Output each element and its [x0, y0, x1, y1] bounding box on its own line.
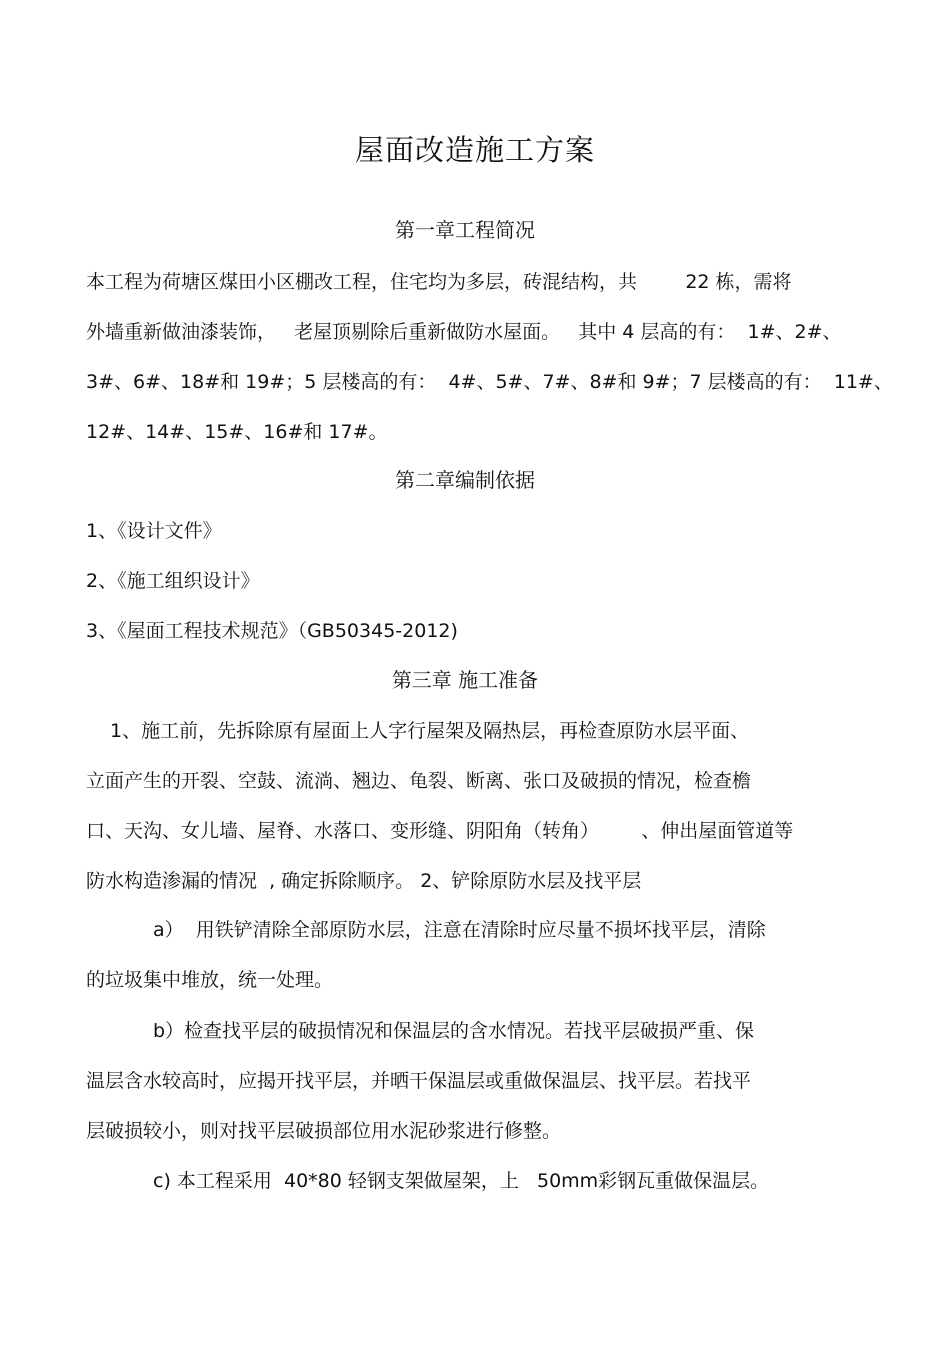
- paragraph-line: b）检查找平层的破损情况和保温层的含水情况。若找平层破损严重、保: [153, 1020, 755, 1042]
- document-title: 屋面改造施工方案: [354, 133, 595, 167]
- paragraph-line: 防水构造渗漏的情况 , 确定拆除顺序。 2、铲除原防水层及找平层: [86, 870, 642, 892]
- chapter-3-heading: 第三章 施工准备: [391, 668, 539, 692]
- reference-item: 3、《屋面工程技术规范》（GB50345-2012): [86, 620, 458, 642]
- paragraph-line: 立面产生的开裂、空鼓、流淌、翘边、龟裂、断离、张口及破损的情况，检查檐: [86, 770, 752, 792]
- paragraph-line: 口、天沟、女儿墙、屋脊、水落口、变形缝、阴阳角（转角） 、伸出屋面管道等: [86, 820, 794, 842]
- reference-item: 1、《设计文件》: [86, 520, 222, 542]
- paragraph-line: 3#、6#、18#和 19#；5 层楼高的有： 4#、5#、7#、8#和 9#；7 层楼高的有： 11#、: [86, 371, 893, 393]
- chapter-1-heading: 第一章工程简况: [395, 218, 535, 242]
- paragraph-line: 1、施工前，先拆除原有屋面上人字行屋架及隔热层，再检查原防水层平面、: [110, 720, 750, 742]
- reference-item: 2、《施工组织设计》: [86, 570, 260, 592]
- paragraph-line: 的垃圾集中堆放，统一处理。: [86, 969, 334, 991]
- paragraph-line: a） 用铁铲清除全部原防水层，注意在清除时应尽量不损坏找平层，清除: [153, 919, 766, 941]
- chapter-2-heading: 第二章编制依据: [395, 468, 535, 492]
- paragraph-line: 外墙重新做油漆装饰， 老屋顶剔除后重新做防水屋面。 其中 4 层高的有： 1#、2#、: [86, 321, 842, 343]
- paragraph-line: c) 本工程采用 40*80 轻钢支架做屋架，上 50mm彩钢瓦重做保温层。: [153, 1170, 770, 1192]
- paragraph-line: 12#、14#、15#、16#和 17#。: [86, 421, 388, 443]
- paragraph-line: 温层含水较高时，应揭开找平层，并晒干保温层或重做保温层、找平层。若找平: [86, 1070, 752, 1092]
- paragraph-line: 本工程为荷塘区煤田小区棚改工程，住宅均为多层，砖混结构，共 22 栋，需将: [86, 271, 792, 293]
- paragraph-line: 层破损较小，则对找平层破损部位用水泥砂浆进行修整。: [86, 1120, 562, 1142]
